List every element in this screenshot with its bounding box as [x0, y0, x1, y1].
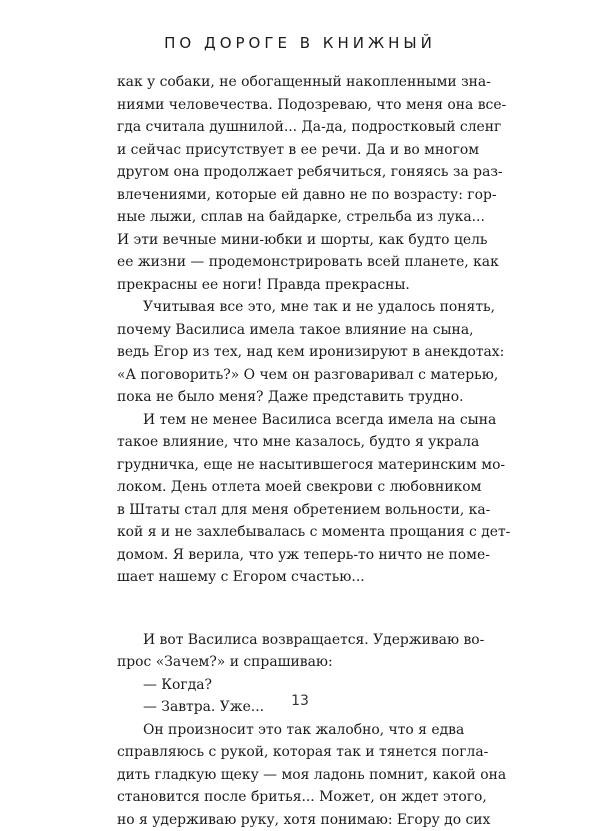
text-line: локом. День отлета моей свекрови с любовником [117, 476, 456, 499]
paragraph [117, 629, 456, 674]
text-line: И вот Василиса возвращается. Удерживаю во- [117, 629, 456, 652]
page-number: 13 [0, 693, 600, 709]
text-line: домом. Я верила, что уж теперь-то ничто не поме- [117, 544, 456, 567]
text-line: в Штаты стал для меня обретением вольности, ка- [117, 499, 456, 522]
text-line: И тем не менее Василиса всегда имела на сына [117, 409, 456, 432]
body-text [117, 71, 456, 831]
text-line: грудничка, еще не насытившегося материнским мо- [117, 454, 456, 477]
text-line: ниями человечества. Подозреваю, что меня она все- [117, 94, 456, 117]
text-line: — Завтра. Уже... [117, 696, 456, 719]
text-line: такое влияние, что мне казалось, будто я украла [117, 431, 456, 454]
text-line: ные лыжи, сплав на байдарке, стрельба из лука... [117, 206, 456, 229]
section-break [117, 589, 456, 629]
text-line: гда считала душнилой... Да-да, подростковый сленг [117, 116, 456, 139]
paragraph [117, 71, 456, 296]
text-line: справляюсь с рукой, которая так и тянется погла- [117, 741, 456, 764]
paragraph [117, 719, 456, 831]
paragraph [117, 296, 456, 409]
text-line: дить гладкую щеку — моя ладонь помнит, какой она [117, 764, 456, 787]
text-line: шает нашему с Егором счастью... [117, 566, 456, 589]
text-line: ее жизни — продемонстрировать всей планете, как [117, 251, 456, 274]
text-line: «А поговорить?» О чем он разговаривал с матерью, [117, 364, 456, 387]
text-line: почему Василиса имела такое влияние на сына, [117, 319, 456, 342]
text-line: прос «Зачем?» и спрашиваю: [117, 651, 456, 674]
text-line: становится после бритья... Может, он ждет этого, [117, 786, 456, 809]
text-line: влечениями, которые ей давно не по возрасту: гор- [117, 184, 456, 207]
text-line: но я удерживаю руку, хотя понимаю: Егору до сих [117, 809, 456, 831]
text-line: пока не было меня? Даже представить трудно. [117, 386, 456, 409]
text-line: — Когда? [117, 674, 456, 697]
text-line: Он произносит это так жалобно, что я едва [117, 719, 456, 742]
text-line: и сейчас присутствует в ее речи. Да и во многом [117, 139, 456, 162]
text-line: И эти вечные мини-юбки и шорты, как будто цель [117, 229, 456, 252]
text-line: другом она продолжает ребячиться, гоняясь за раз- [117, 161, 456, 184]
paragraph [117, 409, 456, 589]
text-line: прекрасны ее ноги! Правда прекрасны. [117, 274, 456, 297]
text-line: Учитывая все это, мне так и не удалось понять, [117, 296, 456, 319]
running-head: ПО ДОРОГЕ В КНИЖНЫЙ [0, 34, 600, 52]
text-line: кой я и не захлебывалась с момента прощания с дет- [117, 521, 456, 544]
text-line: как у собаки, не обогащенный накопленными зна- [117, 71, 456, 94]
text-line: ведь Егор из тех, над кем иронизируют в анекдотах: [117, 341, 456, 364]
